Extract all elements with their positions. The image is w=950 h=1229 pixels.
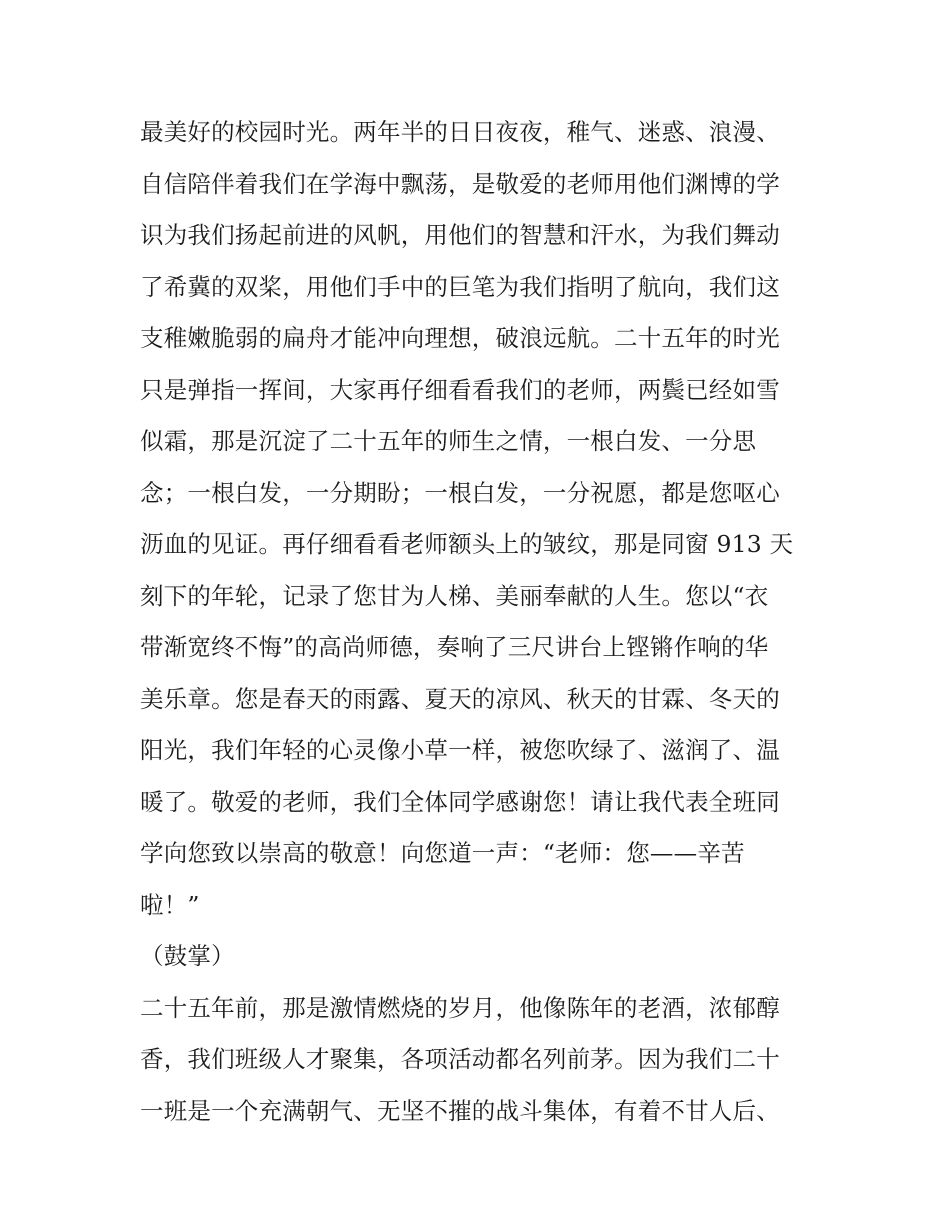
text-line: 念；一根白发，一分期盼；一根白发，一分祝愿，都是您呕心 [140, 478, 780, 507]
text-line: 阳光，我们年轻的心灵像小草一样，被您吹绿了、滋润了、温 [140, 736, 780, 764]
text-line: 沥血的见证。再仔细看看老师额头上的皱纹，那是同窗 913 天 [140, 530, 794, 558]
text-line: 刻下的年轮，记录了您甘为人梯、美丽奉献的人生。您以“衣 [140, 581, 769, 610]
text-line: 带渐宽终不悔”的高尚师德，奏响了三尺讲台上铿锵作响的华 [140, 633, 769, 661]
text-line: 自信陪伴着我们在学海中飘荡，是敬爱的老师用他们渊博的学 [140, 169, 780, 198]
text-line: 识为我们扬起前进的风帆，用他们的智慧和汗水，为我们舞动 [140, 221, 780, 249]
text-line: 只是弹指一挥间，大家再仔细看看我们的老师，两鬓已经如雪 [140, 375, 780, 404]
document-body [140, 107, 820, 1137]
text-line: 学向您致以崇高的敬意！向您道一声：“老师：您——辛苦 [140, 839, 745, 867]
text-line: 支稚嫩脆弱的扁舟才能冲向理想，破浪远航。二十五年的时光 [140, 324, 780, 352]
text-line: 美乐章。您是春天的雨露、夏天的凉风、秋天的甘霖、冬天的 [140, 684, 780, 713]
text-line: 最美好的校园时光。两年半的日日夜夜，稚气、迷惑、浪漫、 [140, 118, 780, 146]
text-line: 一班是一个充满朝气、无坚不摧的战斗集体，有着不甘人后、 [140, 1096, 780, 1125]
text-line: 啦！” [140, 890, 200, 919]
text-line: 了希冀的双桨，用他们手中的巨笔为我们指明了航向，我们这 [140, 272, 780, 301]
text-line: 似霜，那是沉淀了二十五年的师生之情，一根白发、一分思 [140, 427, 757, 455]
text-line: 香，我们班级人才聚集，各项活动都名列前茅。因为我们二十 [140, 1045, 780, 1073]
text-line: 二十五年前，那是激情燃烧的岁月，他像陈年的老酒，浓郁醇 [140, 993, 780, 1022]
text-line: 暖了。敬爱的老师，我们全体同学感谢您！请让我代表全班同 [140, 787, 780, 816]
text-line: （鼓掌） [140, 942, 235, 970]
